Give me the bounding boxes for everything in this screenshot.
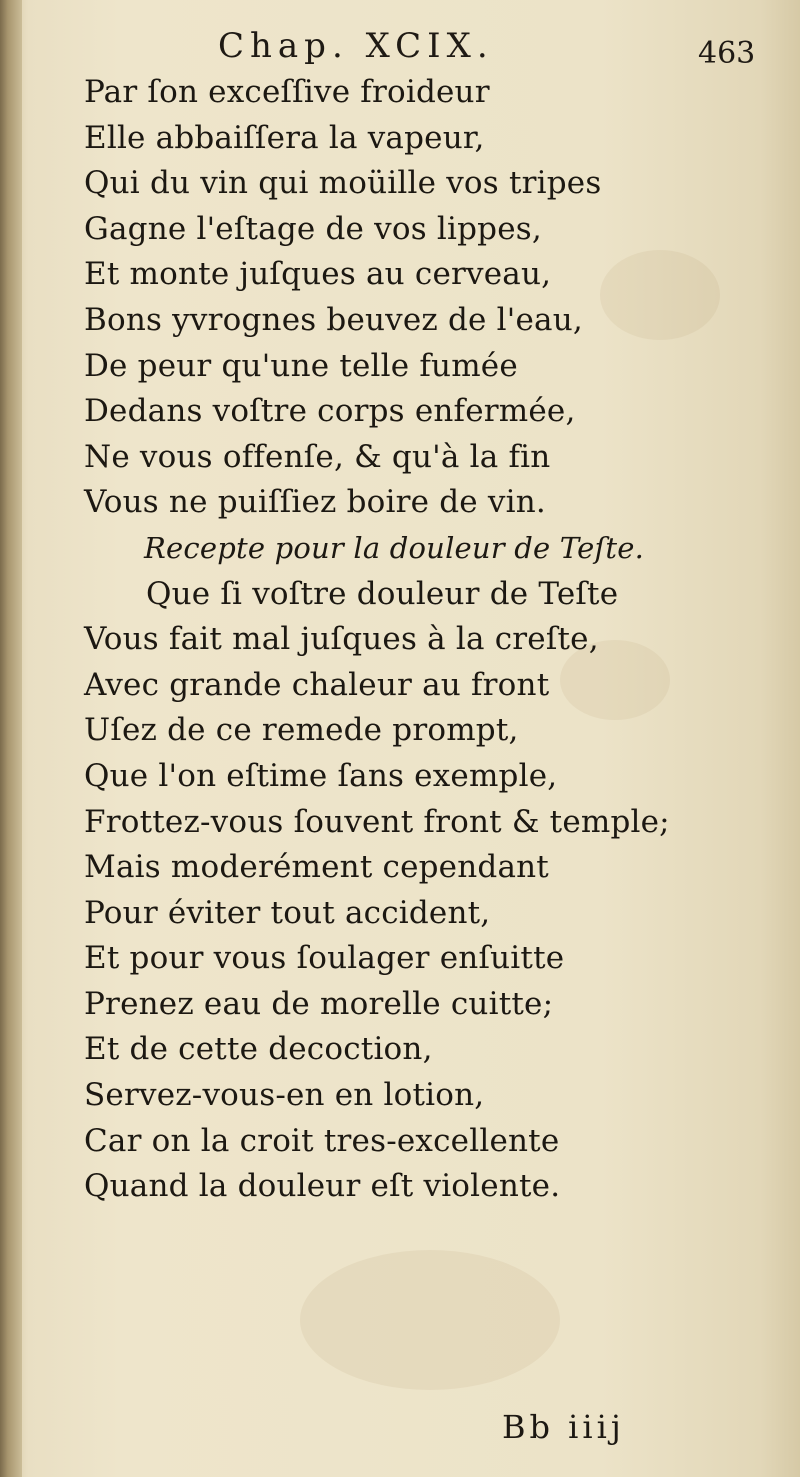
verse-line: Que l'on eſtime ſans exemple, — [84, 757, 558, 794]
verse-line: Avec grande chaleur au front — [84, 666, 550, 703]
verse-line: Par ſon exceſſive froideur — [84, 74, 490, 110]
verse-line: Dedans voſtre corps enfermée, — [84, 393, 576, 430]
running-head: Chap. XCIX. — [218, 26, 494, 66]
verse-line: Et monte juſques au cerveau, — [84, 256, 552, 293]
verse-line: Et de cette decoction, — [84, 1031, 433, 1068]
section-heading: Recepte pour la douleur de Teſte. — [144, 530, 645, 565]
verse-line: De peur qu'une telle fumée — [84, 347, 518, 384]
verse-line: Frottez-vous ſouvent front & temple; — [84, 803, 670, 840]
verse-line: Pour éviter tout accident, — [84, 894, 491, 931]
verse-line: Elle abbaiſſera la vapeur, — [84, 119, 485, 156]
verse-line: Qui du vin qui moüille vos tripes — [84, 165, 602, 202]
verse-line: Prenez eau de morelle cuitte; — [84, 985, 554, 1022]
verse-line: Que ſi voſtre douleur de Teſte — [146, 575, 619, 612]
verse-line: Et pour vous ſoulager enſuitte — [84, 940, 565, 977]
page-header — [0, 22, 800, 72]
signature-mark: Bb iiij — [502, 1408, 625, 1446]
paper-stain — [300, 1250, 560, 1390]
verse-line: Gagne l'eſtage de vos lippes, — [84, 210, 542, 247]
verse-line: Uſez de ce remede prompt, — [84, 712, 519, 749]
verse-line: Ne vous offenſe, & qu'à la fin — [84, 438, 551, 475]
verse-line: Vous ne puiſſiez boire de vin. — [84, 484, 546, 521]
verse-line: Car on la croit tres-excellente — [84, 1122, 560, 1159]
page-number: 463 — [698, 36, 756, 71]
page-gutter — [0, 0, 22, 1477]
verse-line: Vous fait mal juſques à la creſte, — [84, 621, 599, 658]
poem-text — [84, 70, 764, 1210]
verse-line: Servez-vous-en en lotion, — [84, 1077, 485, 1114]
verse-line: Bons yvrognes beuvez de l'eau, — [84, 301, 583, 338]
verse-line: Quand la douleur eſt violente. — [84, 1168, 561, 1205]
verse-line: Mais moderément cependant — [84, 849, 549, 886]
